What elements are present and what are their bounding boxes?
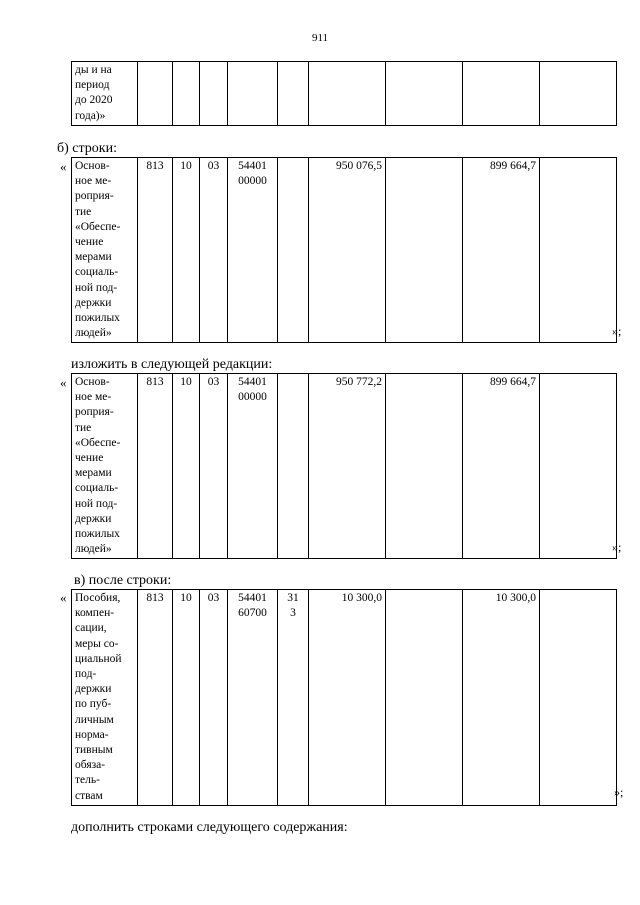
cell-csr: 54401 00000 — [228, 158, 278, 343]
cell-empty — [386, 62, 463, 126]
cell-sum3: 10 300,0 — [463, 590, 540, 806]
table-row — [72, 158, 617, 343]
cell-csr: 54401 00000 — [228, 374, 278, 559]
cell-gr: 813 — [138, 374, 173, 559]
table-row — [72, 374, 617, 559]
cell-pr: 03 — [200, 158, 228, 343]
cell-pr: 03 — [200, 374, 228, 559]
cell-gr: 813 — [138, 158, 173, 343]
cell-pr: 03 — [200, 590, 228, 806]
cell-sum3: 899 664,7 — [463, 374, 540, 559]
table-continuation — [71, 61, 617, 126]
cell-name: Основ- ное ме- роприя- тие «Обеспе- чение мерами социаль- ной под- держки пожилых людей» — [72, 158, 138, 343]
cell-sum4 — [540, 158, 617, 343]
quote-open: « — [60, 159, 67, 174]
cell-empty — [173, 62, 200, 126]
quote-close: »; — [612, 540, 622, 554]
cell-empty — [463, 62, 540, 126]
table-row — [72, 62, 617, 126]
heading-add: дополнить строками следующего содержания: — [71, 820, 348, 835]
cell-empty — [309, 62, 386, 126]
cell-sum1: 950 076,5 — [309, 158, 386, 343]
quote-open: « — [60, 375, 67, 390]
heading-replace: изложить в следующей редакции: — [71, 357, 273, 372]
cell-empty — [200, 62, 228, 126]
heading-b: б) строки: — [57, 141, 117, 156]
cell-empty — [228, 62, 278, 126]
cell-empty — [278, 62, 309, 126]
cell-empty — [540, 62, 617, 126]
cell-sum1: 950 772,2 — [309, 374, 386, 559]
cell-name: Пособия, компен- сации, меры со- циальной под- держки по пуб- личным норма- тивным обяза- тель- ствам — [72, 590, 138, 806]
quote-close: »; — [612, 324, 622, 338]
cell-sum4 — [540, 374, 617, 559]
table-b — [71, 157, 617, 343]
cell-sum3: 899 664,7 — [463, 158, 540, 343]
cell-sum2 — [386, 374, 463, 559]
cell-rz: 10 — [173, 374, 200, 559]
heading-v: в) после строки: — [74, 573, 172, 588]
cell-sum1: 10 300,0 — [309, 590, 386, 806]
cell-sum2 — [386, 590, 463, 806]
cell-sum4 — [540, 590, 617, 806]
cell-rz: 10 — [173, 158, 200, 343]
cell-vr — [278, 158, 309, 343]
cell-empty — [138, 62, 173, 126]
table-row — [72, 590, 617, 806]
cell-name: Основ- ное ме- роприя- тие «Обеспе- чение мерами социаль- ной под- держки пожилых людей» — [72, 374, 138, 559]
cell-name: ды и на период до 2020 года)» — [72, 62, 138, 126]
cell-csr: 54401 60700 — [228, 590, 278, 806]
cell-rz: 10 — [173, 590, 200, 806]
page-number: 911 — [311, 32, 329, 44]
table-v — [71, 589, 617, 806]
cell-vr: 31 3 — [278, 590, 309, 806]
quote-close: »; — [614, 785, 624, 799]
cell-sum2 — [386, 158, 463, 343]
cell-vr — [278, 374, 309, 559]
quote-open: « — [60, 590, 67, 605]
table-replace — [71, 373, 617, 559]
cell-gr: 813 — [138, 590, 173, 806]
